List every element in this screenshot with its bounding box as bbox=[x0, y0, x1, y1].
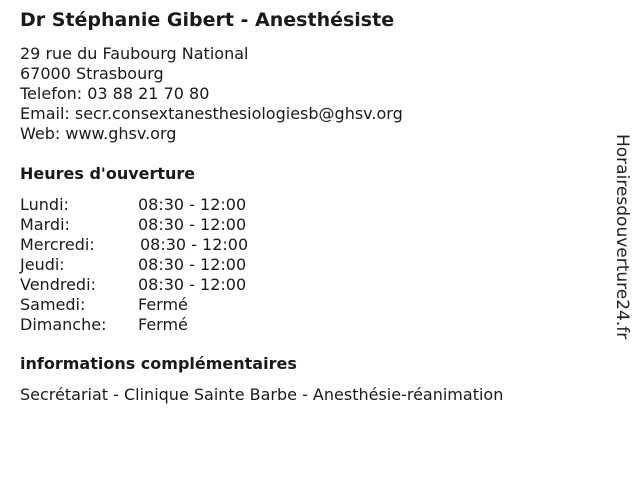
day-label: Mercredi: bbox=[20, 235, 95, 254]
page-title: Dr Stéphanie Gibert - Anesthésiste bbox=[20, 9, 395, 31]
time-value: 08:30 - 12:00 bbox=[138, 195, 247, 214]
watermark-text: Horairesdouverture24.fr bbox=[612, 134, 632, 340]
time-value: 08:30 - 12:00 bbox=[140, 235, 249, 254]
address-city: 67000 Strasbourg bbox=[20, 64, 164, 83]
day-label: Vendredi: bbox=[20, 275, 96, 294]
phone-text: Telefon: 03 88 21 70 80 bbox=[20, 84, 210, 103]
time-value: 08:30 - 12:00 bbox=[138, 275, 247, 294]
web-text: Web: www.ghsv.org bbox=[20, 124, 177, 143]
time-value: 08:30 - 12:00 bbox=[138, 255, 247, 274]
time-value: Fermé bbox=[138, 315, 188, 334]
day-label: Samedi: bbox=[20, 295, 86, 314]
day-label: Jeudi: bbox=[20, 255, 65, 274]
day-label: Mardi: bbox=[20, 215, 70, 234]
time-value: Fermé bbox=[138, 295, 188, 314]
day-label: Lundi: bbox=[20, 195, 69, 214]
opening-hours-heading: Heures d'ouverture bbox=[20, 164, 196, 183]
contact-block bbox=[20, 44, 403, 144]
day-label: Dimanche: bbox=[20, 315, 107, 334]
additional-info-heading: informations complémentaires bbox=[20, 354, 297, 373]
email-text: Email: secr.consextanesthesiologiesb@ghsv.org bbox=[20, 104, 403, 123]
time-value: 08:30 - 12:00 bbox=[138, 215, 247, 234]
address-street: 29 rue du Faubourg National bbox=[20, 44, 249, 63]
additional-info-text: Secrétariat - Clinique Sainte Barbe - Anesthésie-réanimation bbox=[20, 385, 504, 404]
